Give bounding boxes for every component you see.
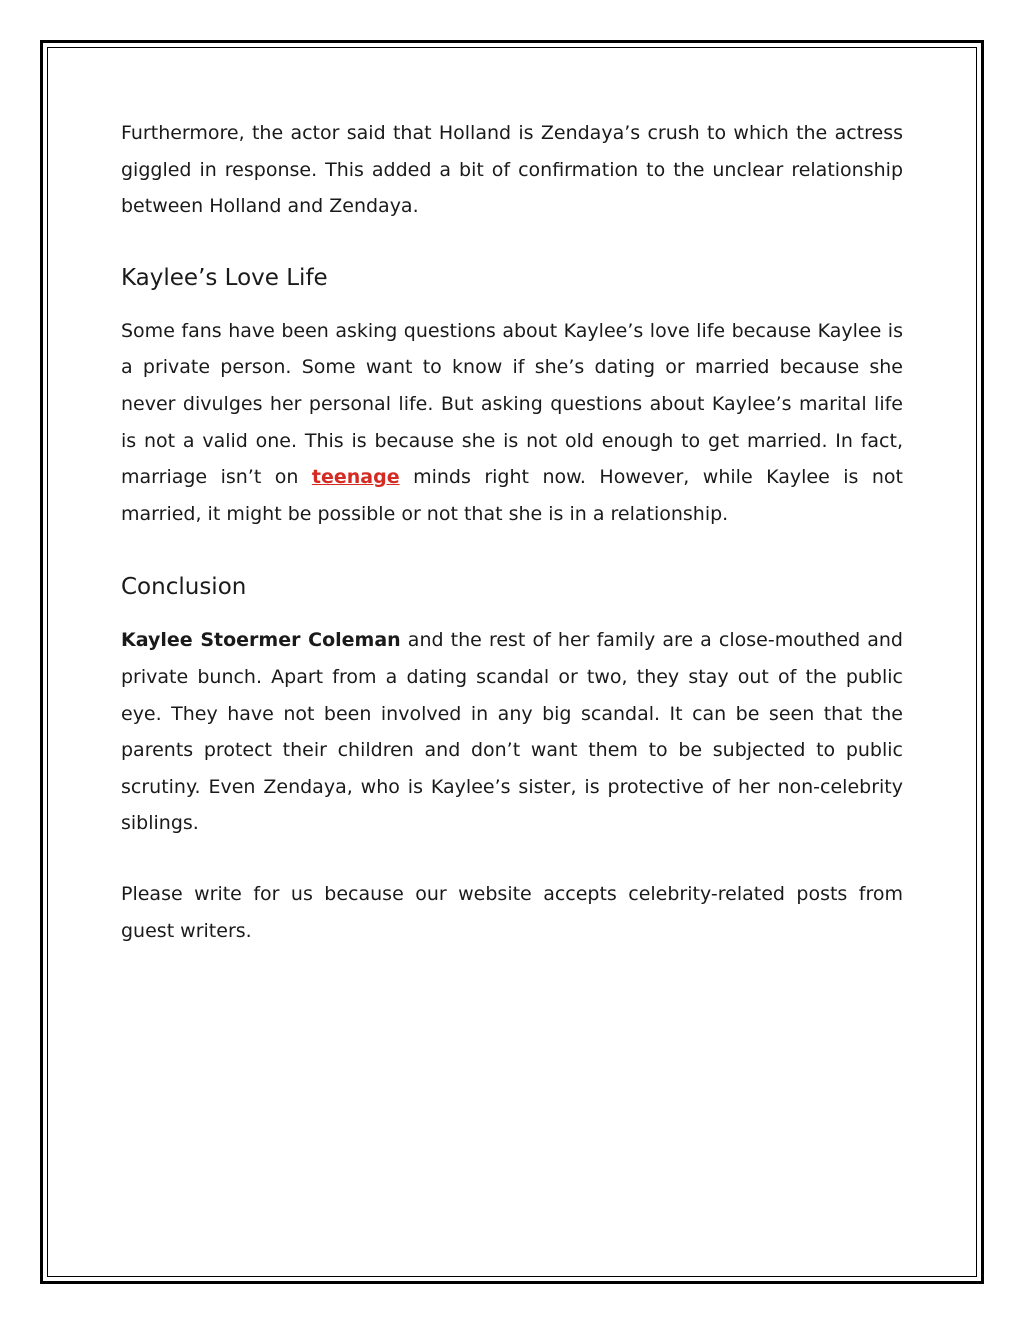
teenage-link[interactable]: teenage xyxy=(311,466,400,489)
conclusion-paragraph xyxy=(121,622,903,842)
conclusion-heading: Conclusion xyxy=(121,574,247,601)
love-life-text-start: Some fans have been asking questions about Kaylee’s love life because Kaylee is a private person. Some want to know if she’s dating or married because she never divulges her personal life. But asking questions about Kaylee’s marital life is not a valid one. This is because she is not old enough to get married. In fact, marriage isn’t on xyxy=(121,319,903,489)
intro-paragraph: Furthermore, the actor said that Holland is Zendaya’s crush to which the actress giggled in response. This added a bit of confirmation to the unclear relationship between Holland and Zendaya. xyxy=(121,122,903,218)
love-life-heading: Kaylee’s Love Life xyxy=(121,264,328,291)
love-life-text-end: minds right now. However, while Kaylee is not married, it might be possible or not that she is in a relationship. xyxy=(121,466,904,525)
love-life-paragraph xyxy=(121,313,903,533)
subject-name: Kaylee Stoermer Coleman xyxy=(121,629,401,652)
closing-paragraph: Please write for us because our website accepts celebrity-related posts from guest writers. xyxy=(121,882,903,942)
conclusion-text: and the rest of her family are a close-mouthed and private bunch. Apart from a dating scandal or two, they stay out of the public eye. They have not been involved in any big scandal. It can be seen that the parents protect their children and don’t want them to be subjected to public scrutiny. Even Zendaya, who is Kaylee’s sister, is protective of her non-celebrity siblings. xyxy=(121,629,903,835)
document-body xyxy=(121,115,903,949)
